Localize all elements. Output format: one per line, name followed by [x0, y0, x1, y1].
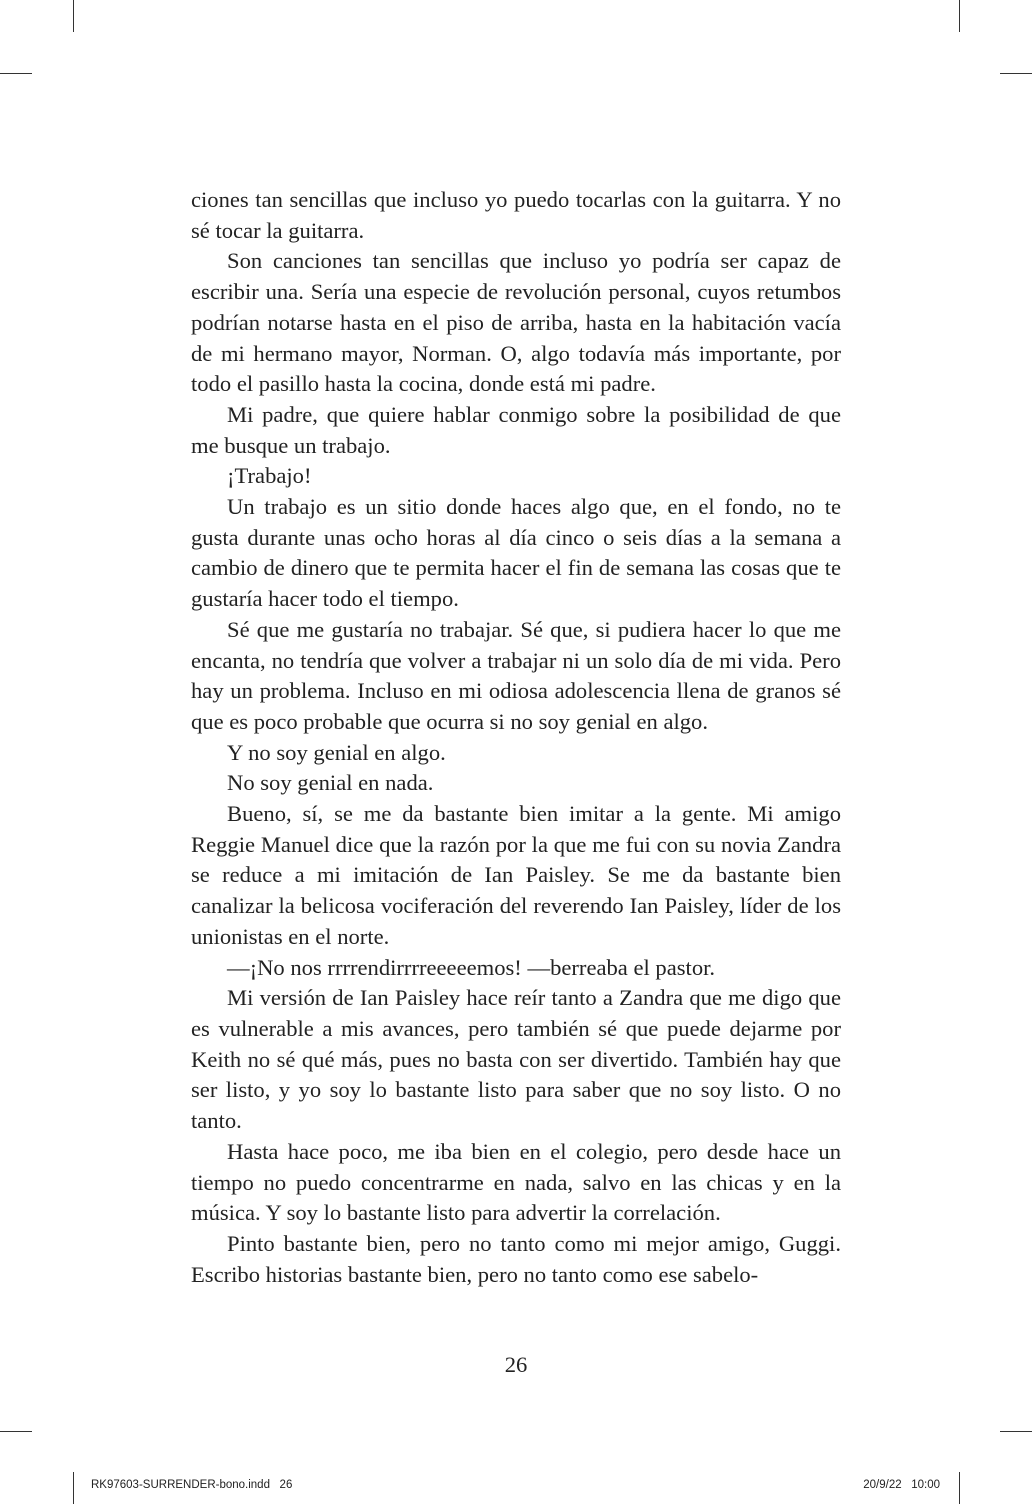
paragraph: Bueno, sí, se me da bastante bien imitar a la gente. Mi amigo Reggie Manuel dice que la razón por la que me fui con su novia Zandra se reduce a mi imitación de Ian Paisley. Se me da bastante bien canalizar la belicosa vociferación del reverendo Ian Paisley, líder de los unionistas en el norte. [191, 801, 841, 949]
crop-mark-bottom-left [73, 1472, 74, 1504]
paragraph: —¡No nos rrrrendirrrreeeeemos! —berreaba el pastor. [227, 954, 716, 980]
crop-mark-top-right [959, 0, 960, 32]
slug-file-info: RK97603-SURRENDER-bono.indd 26 [91, 1479, 293, 1491]
paragraph: ¡Trabajo! [227, 463, 312, 489]
crop-mark-right-top [1000, 73, 1032, 74]
body-text [191, 185, 841, 1290]
crop-mark-bottom-right [959, 1472, 960, 1504]
paragraph: Mi versión de Ian Paisley hace reír tanto a Zandra que me digo que es vulnerable a mis avances, pero también sé que puede dejarme por Keith no sé qué más, pues no basta con ser divertido. También hay que ser listo, y yo soy lo bastante listo para saber que no soy listo. O no tanto. [191, 985, 841, 1134]
slug-date-time: 20/9/22 10:00 [863, 1479, 940, 1491]
paragraph: Sé que me gustaría no trabajar. Sé que, si pudiera hacer lo que me encanta, no tendría que volver a trabajar ni un solo día de mi vida. Pero hay un problema. Incluso en mi odiosa adolescencia llena de granos sé que es poco probable que ocurra si no soy genial en algo. [191, 616, 841, 734]
page-number: 26 [504, 1352, 528, 1377]
paragraph: Son canciones tan sencillas que incluso yo podría ser capaz de escribir una. Sería una especie de revolución personal, cuyos retumbos podrían notarse hasta en el piso de arriba, hasta en la habitación vacía de mi hermano mayor, Norman. O, algo todavía más importante, por todo el pasillo hasta la cocina, donde está mi padre. [191, 248, 841, 397]
crop-mark-right-bottom [1000, 1431, 1032, 1432]
paragraph: ciones tan sencillas que incluso yo puedo tocarlas con la guitarra. Y no sé tocar la guitarra. [191, 187, 841, 243]
paragraph: Y no soy genial en algo. [227, 739, 446, 765]
paragraph: Pinto bastante bien, pero no tanto como mi mejor amigo, Guggi. Escribo historias bastante bien, pero no tanto como ese sabelo- [191, 1230, 841, 1287]
paragraph: Hasta hace poco, me iba bien en el colegio, pero desde hace un tiempo no puedo concentrarme en nada, salvo en las chicas y en la música. Y soy lo bastante listo para advertir la correlación. [191, 1138, 841, 1226]
paragraph: Mi padre, que quiere hablar conmigo sobre la posibilidad de que me busque un trabajo. [191, 401, 841, 458]
paragraph: No soy genial en nada. [227, 770, 434, 796]
crop-mark-top-left [73, 0, 74, 32]
crop-mark-left-top [0, 73, 32, 74]
crop-mark-left-bottom [0, 1431, 32, 1432]
paragraph: Un trabajo es un sitio donde haces algo que, en el fondo, no te gusta durante unas ocho horas al día cinco o seis días a la semana a cambio de dinero que te permita hacer el fin de semana las cosas que te gustaría hacer todo el tiempo. [191, 494, 841, 612]
